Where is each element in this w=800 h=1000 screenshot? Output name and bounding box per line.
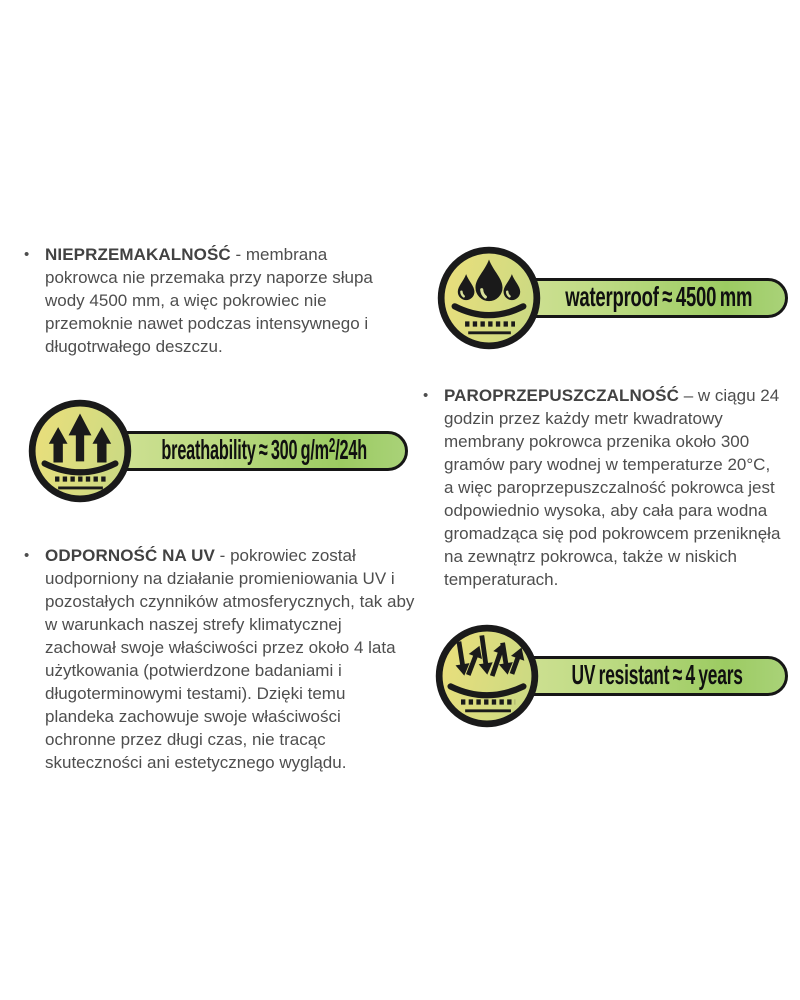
badge-label-text: /24h [334, 434, 367, 465]
bullet-body: w ciągu 24 godzin przez każdy metr kwadratowy membrany pokrowca przenika około 300 gramów pary wodnej w temperaturze 20°C, a więc paroprzepuszczalność pokrowca jest odpowiednio wysoka, aby cała para wodna gromadząca się pod pokrowcem przeniknęła na zewnątrz pokrowca, także w niskich temperaturach. [444, 386, 781, 589]
bullet-body: pokrowiec został uodporniony na działanie promieniowania UV i pozostałych czynników atmosferycznych, tak aby w warunkach naszej strefy klimatycznej zachował swoje właściwości przez około 4 lata użytkowania (potwierdzone badaniami i długoterminowymi testami). Dzięki temu plandeka zachowuje swoje właściwości ochronne przez długi czas, nie tracąc skuteczności ani estetycznego wyglądu. [45, 546, 415, 772]
bullet-title: PAROPRZEPUSZCZALNOŚĆ [444, 386, 679, 405]
badge-label-text: waterproof ≈ 4500 mm [564, 281, 753, 312]
bullet-title: NIEPRZEMAKALNOŚĆ [45, 245, 231, 264]
badge-waterproof-label [565, 283, 752, 313]
bullet-paragraph [45, 243, 394, 358]
badge-waterproof-disc [437, 246, 541, 350]
uv-reflect-arrows-icon [435, 624, 539, 728]
bullet-item-uv-resistance [22, 544, 416, 774]
badge-label-text: UV resistant ≈ 4 years [571, 659, 744, 690]
badge-uv-disc [435, 624, 539, 728]
bullet-item-vapor-permeability [421, 384, 783, 591]
badge-breathability-disc [28, 399, 132, 503]
bullet-body: membrana pokrowca nie przemaka przy naporze słupa wody 4500 mm, a więc pokrowiec nie przemoknie nawet podczas intensywnego i długotrwałego deszczu. [45, 245, 373, 356]
badge-label-text: breathability ≈ 300 g/m [161, 434, 329, 465]
badge-label-superscript: 2 [328, 435, 335, 457]
dash-separator: - [214, 546, 231, 565]
bullet-paragraph [45, 544, 416, 774]
bullet-dot: • [423, 387, 429, 404]
breathability-arrows-icon [28, 399, 132, 503]
badge-uv-label [572, 661, 743, 691]
badge-breathability-label [161, 436, 367, 466]
bullet-dot: • [24, 246, 30, 263]
badge-uv-resistant [435, 624, 788, 728]
bullet-title: ODPORNOŚĆ NA UV [45, 546, 215, 565]
bullet-item-waterproofness [22, 243, 394, 358]
water-drops-icon [437, 246, 541, 350]
badge-breathability [28, 399, 408, 503]
badge-waterproof [437, 246, 788, 350]
dash-separator: – [678, 386, 698, 405]
bullet-dot: • [24, 547, 30, 564]
bullet-paragraph [444, 384, 783, 591]
dash-separator: - [230, 245, 246, 264]
